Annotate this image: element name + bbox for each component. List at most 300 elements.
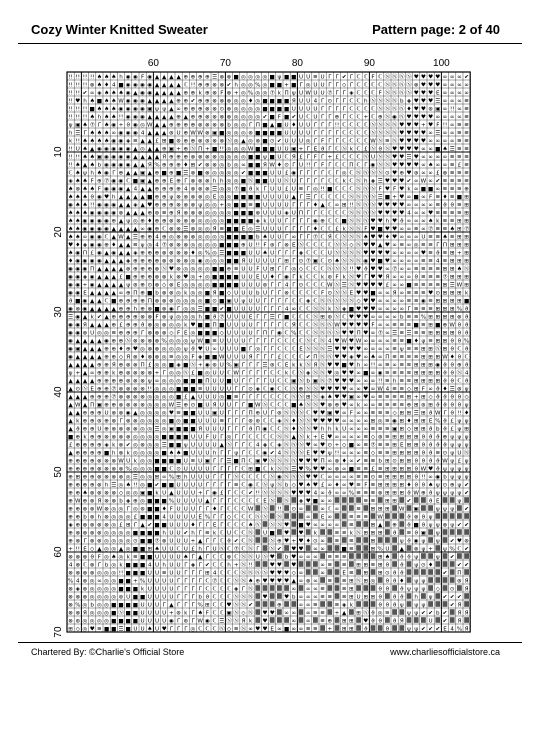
svg-text:Γ: Γ	[349, 82, 353, 89]
svg-text:Ⓝ: Ⓝ	[218, 546, 225, 553]
svg-text:ϑ: ϑ	[400, 562, 404, 569]
svg-text:U: U	[298, 138, 304, 145]
svg-text:+: +	[298, 146, 304, 153]
svg-text:Ⓝ: Ⓝ	[370, 170, 376, 177]
svg-text:≡: ≡	[313, 74, 318, 81]
svg-text:ℂ: ℂ	[248, 442, 253, 449]
svg-text:!!: !!	[305, 162, 311, 169]
svg-text:b: b	[97, 162, 102, 169]
svg-text:◉: ◉	[392, 114, 398, 121]
svg-text:▣: ▣	[291, 378, 297, 385]
svg-text:✔: ✔	[449, 602, 455, 609]
svg-text:▲: ▲	[97, 306, 102, 313]
svg-text:Γ: Γ	[241, 410, 245, 417]
svg-text:ϑ: ϑ	[414, 466, 418, 473]
svg-text:Γ: Γ	[162, 602, 166, 609]
svg-text:■: ■	[283, 98, 290, 105]
svg-text:≡: ≡	[305, 626, 311, 633]
svg-text:Γ: Γ	[241, 434, 245, 441]
svg-text:⊕: ⊕	[147, 266, 153, 273]
svg-text:Ⓝ: Ⓝ	[269, 522, 276, 529]
svg-text:⊗: ⊗	[205, 106, 210, 113]
svg-text:U: U	[270, 218, 275, 225]
svg-text:Γ: Γ	[249, 370, 253, 377]
svg-text:U: U	[219, 338, 224, 345]
svg-text:⊕: ⊕	[169, 154, 174, 161]
svg-text:⊞: ⊞	[457, 242, 462, 249]
stitch-symbols	[68, 72, 470, 632]
svg-text:Γ: Γ	[292, 258, 296, 265]
svg-text:£: £	[450, 418, 454, 425]
svg-text:⊞: ⊞	[435, 370, 441, 377]
svg-text:Ⓝ: Ⓝ	[355, 186, 362, 193]
svg-text:∞: ∞	[435, 114, 441, 121]
svg-text:∞: ∞	[298, 602, 304, 609]
svg-text:ϑ: ϑ	[400, 218, 404, 225]
svg-text:◈: ◈	[284, 210, 289, 217]
page-number: Pattern page: 2 of 40	[372, 22, 500, 37]
svg-text:⊞: ⊞	[435, 354, 441, 361]
svg-text:∞: ∞	[341, 474, 347, 481]
svg-text:⊕: ⊕	[118, 170, 124, 177]
svg-text:U: U	[428, 618, 433, 625]
svg-text:ℂ: ℂ	[284, 154, 289, 161]
svg-text:k: k	[306, 434, 310, 441]
svg-text:ℂ: ℂ	[277, 370, 282, 377]
svg-text:⊞: ⊞	[385, 498, 390, 505]
svg-text:≡: ≡	[413, 290, 419, 297]
svg-text:♥: ♥	[276, 562, 282, 569]
svg-text:⊗: ⊗	[82, 570, 88, 577]
svg-text:♦: ♦	[312, 226, 318, 233]
svg-text:▣: ▣	[168, 426, 175, 433]
svg-text:◉: ◉	[68, 282, 74, 289]
svg-text:ψ: ψ	[450, 450, 455, 457]
svg-text:∞: ∞	[377, 322, 383, 329]
svg-text:⊗: ⊗	[104, 514, 109, 521]
svg-text:♥: ♥	[406, 114, 412, 121]
svg-text:Π: Π	[262, 330, 268, 337]
svg-text:⊞: ⊞	[457, 218, 462, 225]
svg-text:ℂ: ℂ	[234, 570, 239, 577]
svg-text:■: ■	[139, 514, 146, 521]
svg-text:∞: ∞	[377, 306, 383, 313]
svg-text:◎: ◎	[104, 570, 110, 577]
svg-text:◉: ◉	[132, 122, 138, 129]
svg-text:ℂ: ℂ	[270, 402, 275, 409]
svg-text:♥: ♥	[377, 250, 383, 257]
svg-text:▲: ▲	[111, 274, 116, 281]
svg-text:W: W	[269, 162, 275, 169]
svg-text:⊞: ⊞	[392, 450, 397, 457]
svg-text:U: U	[298, 114, 304, 121]
svg-text:Ⓝ: Ⓝ	[269, 546, 276, 553]
svg-text:▲: ▲	[147, 178, 152, 185]
svg-text:⊕: ⊕	[111, 354, 117, 361]
svg-text:≡: ≡	[176, 410, 181, 417]
svg-text:♥: ♥	[370, 234, 376, 241]
svg-text:⑦: ⑦	[219, 314, 225, 321]
svg-text:ψ: ψ	[183, 346, 188, 353]
svg-text:ϑ: ϑ	[428, 442, 433, 449]
svg-text:⊕: ⊕	[169, 162, 174, 169]
svg-text:◇: ◇	[370, 450, 376, 457]
svg-text:∞: ∞	[449, 122, 455, 129]
svg-text:☰: ☰	[68, 314, 74, 321]
svg-text:◎: ◎	[104, 618, 110, 625]
svg-text:ψ: ψ	[443, 506, 447, 513]
svg-text:▲: ▲	[219, 442, 224, 449]
svg-text:☰: ☰	[392, 330, 398, 337]
svg-text:⊗: ⊗	[190, 218, 196, 225]
svg-text:ℂ: ℂ	[320, 250, 325, 257]
svg-text:⊞: ⊞	[392, 442, 397, 449]
svg-text:⊕: ⊕	[205, 82, 210, 89]
svg-text:Ⓝ: Ⓝ	[355, 250, 362, 257]
svg-text:U: U	[147, 586, 152, 593]
svg-text:■: ■	[154, 514, 160, 521]
svg-text:ψ: ψ	[464, 466, 469, 473]
svg-text:∞: ∞	[442, 106, 448, 113]
svg-text:k: k	[76, 418, 80, 425]
svg-text:Γ: Γ	[234, 434, 238, 441]
svg-text:◎: ◎	[204, 234, 210, 241]
svg-text:◎: ◎	[96, 594, 102, 601]
svg-text:■: ■	[161, 450, 167, 457]
svg-text:U: U	[219, 370, 224, 377]
svg-text:Γ: Γ	[277, 322, 281, 329]
svg-text:Γ: Γ	[263, 370, 267, 377]
svg-text:U: U	[162, 618, 167, 625]
svg-text:♥: ♥	[406, 130, 412, 137]
svg-text:♥: ♥	[327, 418, 333, 425]
svg-text:≡: ≡	[449, 162, 455, 169]
svg-text:∞: ∞	[320, 498, 325, 505]
svg-text:Ⓝ: Ⓝ	[341, 298, 348, 305]
svg-text:∞: ∞	[277, 626, 282, 633]
svg-text:⊗: ⊗	[226, 106, 232, 113]
svg-text:◎: ◎	[140, 450, 146, 457]
svg-text:∞: ∞	[442, 114, 448, 121]
svg-text:▲: ▲	[140, 186, 145, 193]
svg-text:Π: Π	[284, 90, 289, 97]
svg-text:⊞: ⊞	[442, 290, 448, 297]
svg-text:W: W	[255, 402, 261, 409]
svg-text:+: +	[118, 122, 124, 129]
svg-text:▣: ▣	[168, 146, 175, 153]
svg-text:⊞: ⊞	[399, 466, 405, 473]
svg-text:⊗: ⊗	[255, 138, 261, 145]
svg-text:⊕: ⊕	[75, 514, 81, 521]
svg-text:∞: ∞	[392, 274, 397, 281]
svg-text:ℂ: ℂ	[234, 490, 239, 497]
svg-text:⊞: ⊞	[305, 394, 311, 401]
svg-text:⊗: ⊗	[68, 618, 73, 625]
svg-text:■: ■	[269, 154, 275, 161]
svg-text:Ⓝ: Ⓝ	[283, 490, 290, 497]
svg-text:■: ■	[111, 610, 117, 617]
svg-text:⑦: ⑦	[161, 242, 167, 249]
svg-text:∞: ∞	[421, 226, 426, 233]
svg-text:◉: ◉	[68, 306, 74, 313]
svg-text:F: F	[176, 330, 181, 337]
svg-text:Γ: Γ	[292, 226, 296, 233]
svg-text:◎: ◎	[154, 402, 160, 409]
svg-text:ℂ: ℂ	[284, 402, 289, 409]
svg-text:◎: ◎	[111, 530, 117, 537]
svg-text:■: ■	[161, 522, 167, 529]
svg-text:♥: ♥	[262, 458, 268, 465]
svg-text:4: 4	[436, 258, 440, 265]
svg-text:⊞: ⊞	[413, 434, 419, 441]
svg-text:▲: ▲	[68, 386, 73, 393]
row-label: 10	[53, 146, 64, 158]
svg-text:Π: Π	[140, 362, 145, 369]
svg-text:Γ: Γ	[306, 210, 310, 217]
svg-text:▲: ▲	[154, 98, 160, 105]
svg-text:◈: ◈	[349, 90, 354, 97]
svg-text:⊕: ⊕	[190, 138, 196, 145]
svg-text:≡: ≡	[457, 122, 462, 129]
svg-text:∞: ∞	[399, 290, 405, 297]
svg-text:W: W	[147, 122, 153, 129]
svg-text:■: ■	[168, 482, 175, 489]
svg-text:b: b	[400, 98, 404, 105]
svg-text:◉: ◉	[276, 474, 282, 481]
svg-text:U: U	[190, 442, 196, 449]
svg-text:%: %	[75, 602, 81, 609]
svg-text:◉: ◉	[435, 474, 441, 481]
svg-text:⊗: ⊗	[147, 314, 153, 321]
svg-text:♦: ♦	[464, 410, 470, 417]
svg-text:ℂ: ℂ	[313, 266, 318, 273]
svg-text:Γ: Γ	[263, 306, 267, 313]
svg-text:⊗: ⊗	[133, 370, 138, 377]
svg-text:Ⓝ: Ⓝ	[406, 90, 412, 97]
svg-text:∞: ∞	[406, 242, 412, 249]
svg-text:Π: Π	[255, 122, 260, 129]
svg-text:♥: ♥	[320, 466, 326, 473]
svg-text:◉: ◉	[125, 154, 131, 161]
svg-text:⊞: ⊞	[464, 426, 469, 433]
svg-text:■: ■	[283, 106, 290, 113]
svg-text:☰: ☰	[118, 626, 124, 633]
svg-text:E: E	[83, 546, 87, 553]
svg-text:Ⓝ: Ⓝ	[391, 122, 398, 129]
svg-text:E: E	[248, 314, 253, 321]
svg-text:⊕: ⊕	[277, 538, 282, 545]
svg-text:■: ■	[139, 546, 146, 553]
svg-text:⊞: ⊞	[464, 210, 469, 217]
svg-text:Γ: Γ	[292, 250, 296, 257]
svg-text:Ⓝ: Ⓝ	[341, 146, 348, 153]
svg-text:Γ: Γ	[227, 490, 231, 497]
svg-text:Π: Π	[442, 242, 448, 249]
svg-text:◉: ◉	[118, 138, 124, 145]
svg-text:◇: ◇	[241, 610, 246, 617]
svg-text:♠: ♠	[104, 98, 110, 105]
svg-text:◈: ◈	[370, 178, 376, 185]
svg-text:!!: !!	[118, 570, 124, 577]
svg-text:■: ■	[132, 602, 139, 609]
svg-text:♠: ♠	[96, 130, 102, 137]
svg-text:Ⓝ: Ⓝ	[290, 394, 297, 401]
svg-text:♥: ♥	[269, 562, 275, 569]
svg-text:ℂ: ℂ	[291, 314, 296, 321]
svg-text:∞: ∞	[334, 202, 340, 209]
svg-text:☰: ☰	[154, 426, 160, 433]
svg-text:♠: ♠	[384, 554, 390, 561]
svg-text:▲: ▲	[162, 130, 167, 137]
svg-text:ϑ: ϑ	[457, 394, 462, 401]
svg-text:♥: ♥	[298, 482, 304, 489]
svg-text:W: W	[75, 402, 81, 409]
svg-text:◇: ◇	[349, 242, 354, 249]
svg-text:Ⓝ: Ⓝ	[362, 218, 369, 225]
svg-text:■: ■	[435, 322, 441, 329]
svg-text:♠: ♠	[75, 218, 81, 225]
svg-text:✔: ✔	[464, 506, 469, 513]
svg-text:▲: ▲	[111, 234, 116, 241]
svg-text:⊞: ⊞	[413, 370, 419, 377]
svg-text:Γ: Γ	[270, 410, 274, 417]
svg-text:Ⓝ: Ⓝ	[355, 202, 362, 209]
svg-text:ℂ: ℂ	[342, 122, 347, 129]
svg-text:◇: ◇	[406, 386, 412, 393]
svg-text:♥: ♥	[312, 458, 318, 465]
svg-text:!!: !!	[421, 474, 426, 481]
svg-text:✔: ✔	[449, 554, 455, 561]
svg-text:⊞: ⊞	[392, 482, 397, 489]
svg-text:■: ■	[154, 458, 160, 465]
svg-text:!!: !!	[277, 506, 282, 513]
svg-text:◎: ◎	[176, 298, 182, 305]
svg-text:∞: ∞	[313, 522, 318, 529]
svg-text:E: E	[90, 386, 94, 393]
svg-text:ℂ: ℂ	[227, 586, 231, 593]
svg-text:▣: ▣	[435, 106, 441, 113]
svg-text:≡: ≡	[385, 434, 390, 441]
svg-text:ϑ: ϑ	[436, 394, 440, 401]
svg-text:♥: ♥	[370, 298, 376, 305]
svg-text:⊞: ⊞	[349, 626, 354, 633]
svg-text:!!: !!	[82, 82, 88, 89]
svg-text:■: ■	[226, 242, 232, 249]
svg-text:⊙: ⊙	[248, 386, 253, 393]
svg-text:♥: ♥	[370, 250, 376, 257]
svg-text:≡: ≡	[341, 554, 347, 561]
svg-text:ϑ: ϑ	[443, 370, 447, 377]
svg-text:⊗: ⊗	[104, 474, 109, 481]
svg-text:Γ: Γ	[234, 418, 238, 425]
svg-text:∞: ∞	[284, 610, 289, 617]
svg-text:U: U	[277, 226, 282, 233]
svg-text:Γ: Γ	[191, 610, 195, 617]
svg-text:◎: ◎	[111, 586, 117, 593]
svg-text:⊙: ⊙	[385, 570, 390, 577]
svg-text:Ⓝ: Ⓝ	[370, 210, 376, 217]
svg-text:◉: ◉	[125, 162, 131, 169]
svg-text:▲: ▲	[126, 250, 131, 257]
svg-text:◎: ◎	[140, 498, 146, 505]
svg-text:♥: ♥	[413, 146, 419, 153]
svg-text:⊞: ⊞	[413, 442, 419, 449]
svg-text:■: ■	[435, 146, 441, 153]
svg-text:%: %	[305, 466, 311, 473]
svg-text:■: ■	[233, 202, 239, 209]
svg-text:4: 4	[450, 626, 454, 633]
svg-text:Γ: Γ	[277, 266, 281, 273]
svg-text:≡: ≡	[233, 394, 239, 401]
svg-text:Γ: Γ	[335, 90, 339, 97]
svg-text:Я: Я	[392, 290, 397, 297]
svg-text:☰: ☰	[132, 474, 138, 481]
svg-text:▲: ▲	[147, 146, 152, 153]
svg-text:▲: ▲	[291, 578, 296, 585]
svg-text:≡: ≡	[356, 490, 361, 497]
svg-text:Γ: Γ	[227, 482, 231, 489]
svg-text:⊙: ⊙	[147, 282, 153, 289]
svg-text:ψ: ψ	[450, 522, 455, 529]
svg-text:ϑ: ϑ	[421, 458, 426, 465]
svg-text:U: U	[169, 530, 174, 537]
svg-text:■: ■	[406, 282, 412, 289]
svg-text:⊕: ⊕	[464, 186, 469, 193]
svg-text:♥: ♥	[262, 610, 268, 617]
svg-text:4: 4	[313, 98, 318, 105]
svg-text:Γ: Γ	[285, 226, 289, 233]
svg-text:◉: ◉	[118, 154, 124, 161]
svg-text:F: F	[364, 482, 368, 489]
svg-text:Γ: Γ	[249, 378, 253, 385]
svg-text:%: %	[255, 82, 261, 89]
svg-text:⊕: ⊕	[406, 402, 412, 409]
svg-text:⊗: ⊗	[154, 282, 160, 289]
svg-text:■: ■	[175, 434, 182, 441]
svg-text:⊛: ⊛	[248, 130, 253, 137]
svg-text:W: W	[442, 458, 448, 465]
svg-text:◉: ◉	[111, 122, 117, 129]
svg-text:≡: ≡	[421, 274, 426, 281]
svg-text:⊗: ⊗	[68, 554, 73, 561]
svg-text:■: ■	[168, 362, 175, 369]
svg-text:▣: ▣	[139, 178, 146, 185]
svg-text:⊞: ⊞	[442, 266, 448, 273]
svg-text:⊕: ⊕	[75, 506, 81, 513]
svg-text:Γ: Γ	[213, 538, 217, 545]
svg-text:✔: ✔	[82, 90, 88, 97]
svg-text:◉: ◉	[248, 482, 254, 489]
svg-text:⊞: ⊞	[428, 322, 433, 329]
svg-text:⊛: ⊛	[269, 242, 275, 249]
svg-text:≡: ≡	[406, 362, 412, 369]
svg-text:⊕: ⊕	[421, 490, 426, 497]
svg-text:ϑ: ϑ	[407, 522, 411, 529]
svg-text:U: U	[298, 90, 304, 97]
svg-text:ℂ: ℂ	[241, 546, 246, 553]
svg-text:!!: !!	[68, 74, 73, 81]
svg-text:▲: ▲	[90, 354, 95, 361]
svg-text:◎: ◎	[161, 378, 167, 385]
svg-text:ϑ: ϑ	[450, 338, 454, 345]
svg-text:4: 4	[313, 490, 318, 497]
svg-text:∞: ∞	[385, 298, 390, 305]
svg-text:☰: ☰	[176, 402, 182, 409]
svg-text:U: U	[190, 450, 196, 457]
svg-text:E: E	[212, 522, 217, 529]
svg-text:ℂ: ℂ	[306, 306, 311, 313]
svg-text:U: U	[313, 114, 318, 121]
